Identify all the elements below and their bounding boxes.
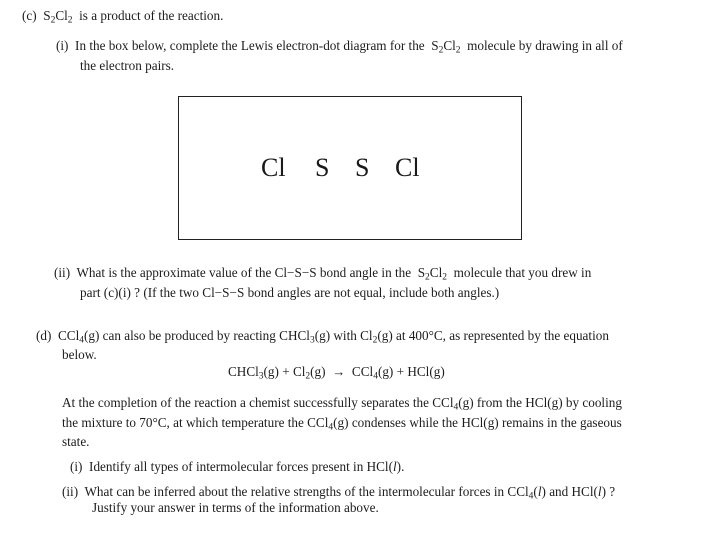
s2cl2-formula: $S_2Cl_2$ xyxy=(431,38,461,56)
part-d-line2: below. xyxy=(62,347,97,362)
part-d-i-label: (i) xyxy=(70,459,83,474)
part-c-ii-label: (ii) xyxy=(54,265,71,280)
s2cl2-formula: $S_2Cl_2$ xyxy=(417,265,447,283)
atom-cl-right: Cl xyxy=(395,153,420,182)
part-d-line1: (d) CCl$_4$(g) can also be produced by reacting CHCl$_3$(g) with $Cl_2(g)$ at 400°C, as represented by the equation xyxy=(36,328,609,346)
part-c-ii-line2: part (c)(i) ? (If the two Cl−S−S bond angles are not equal, include both angles.) xyxy=(80,285,500,300)
part-d-para-line3: state. xyxy=(62,434,90,449)
part-c-formula: $S_2Cl_2$ xyxy=(43,8,73,26)
part-c-i-label: (i) xyxy=(56,38,69,53)
part-c-label: (c) xyxy=(22,8,37,23)
part-d-label: (d) xyxy=(36,328,52,343)
atom-s-first: S xyxy=(315,153,330,182)
part-d-ii-line1: (ii) What can be inferred about the relative strengths of the intermolecular forces in CCl$_4$(l) and HCl(l) ? xyxy=(62,484,616,502)
part-c-intro-text: is a product of the reaction. xyxy=(79,8,224,23)
part-c-ii-line1: (ii) What is the approximate value of the Cl−S−S bond angle in the $S_2Cl_2$ molecule that you drew in xyxy=(54,265,592,283)
part-c-intro xyxy=(22,8,223,24)
atom-cl-left: Cl xyxy=(261,153,286,182)
part-c-i-line2: the electron pairs. xyxy=(80,58,175,73)
lewis-diagram-box[interactable] xyxy=(178,96,522,240)
atom-s-second: S xyxy=(355,153,370,182)
part-d-para-line2: the mixture to 70°C, at which temperature the CCl$_4$(g) condenses while the HCl(g) remains in the gaseous xyxy=(62,415,622,433)
part-d-para-line1: At the completion of the reaction a chemist successfully separates the CCl$_4$(g) from the HCl(g) by cooling xyxy=(62,395,622,413)
part-d-ii-line2: Justify your answer in terms of the information above. xyxy=(92,500,379,515)
reaction-equation: CHCl$_3$(g) + $Cl_2(g) \to CCl_4(g) + HCl(g)$ xyxy=(228,364,445,382)
part-c-i-line1: (i) In the box below, complete the Lewis electron-dot diagram for the $S_2Cl_2$ molecule by drawing in all of xyxy=(56,38,623,56)
part-d-ii-label: (ii) xyxy=(62,484,79,499)
reaction-arrow: → xyxy=(332,364,346,379)
part-d-i-line: (i) Identify all types of intermolecular forces present in HCl(l). xyxy=(70,459,405,474)
lewis-atoms-row xyxy=(179,153,521,183)
